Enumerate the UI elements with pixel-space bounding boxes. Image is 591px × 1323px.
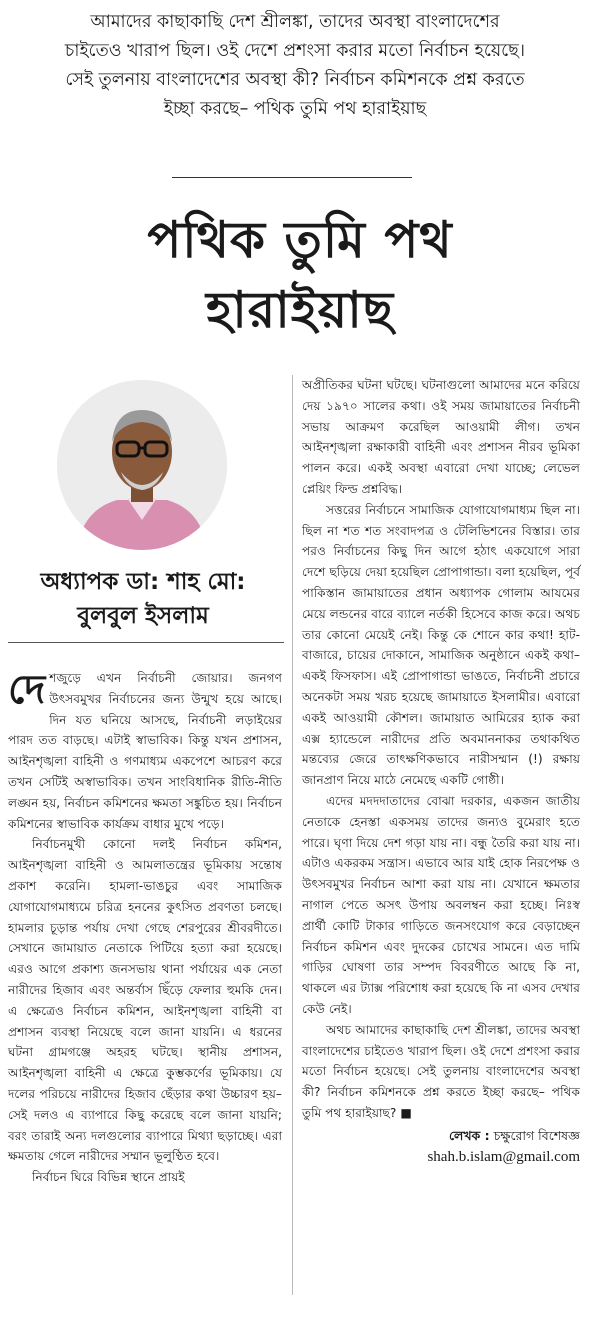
article-column-right (302, 375, 580, 1168)
drop-cap: দে (8, 667, 46, 713)
author-portrait-icon (57, 380, 227, 550)
byline-label: লেখক : (448, 1127, 490, 1143)
article-headline (30, 205, 570, 345)
paragraph-7: অথচ আমাদের কাছাকাছি দেশ শ্রীলঙ্কা, তাদের অবস্থা বাংলাদেশের চাইতেও খারাপ ছিল। ওই দেশে প্রশংসা করার মতো নির্বাচন হয়েছে। সেই তুলনায় বাংলাদেশের অবস্থা কী? নির্বাচন কমিশনকে প্রশ্ন করতে ইচ্ছা করছে– পথিক তুমি পথ হারাইয়াছ? ■ (302, 1022, 580, 1120)
intro-blurb: আমাদের কাছাকাছি দেশ শ্রীলঙ্কা, তাদের অবস্থা বাংলাদেশের চাইতেও খারাপ ছিল। ওই দেশে প্রশংসা করার মতো নির্বাচন হয়েছে। সেই তুলনায় বাংলাদেশের অবস্থা কী? নির্বাচন কমিশনকে প্রশ্ন করতে ইচ্ছা করছে– পথিক তুমি পথ হারাইয়াছ (64, 12, 526, 119)
paragraph-5: সত্তরের নির্বাচনে সামাজিক যোগাযোগমাধ্যম ছিল না। ছিল না শত শত সংবাদপত্র ও টেলিভিশনের বিস্তার। তার পরও নির্বাচনের কিছু দিন আগে হঠাৎ একযোগে সারা দেশে ছড়িয়ে দেয়া হয়েছিল প্রোপাগান্ডা। বলা হয়েছিল, পূর্ব পাকিস্তান জামায়াতের প্রধান অধ্যাপক গোলাম আযমের মেয়ে লন্ডনের বারে ব্যালে নর্তকী হিসেবে কাজ করে। অথচ তার কোনো মেয়েই নেই। কিন্তু কে শোনে কার কথা! হাট-বাজারে, চায়ের দোকানে, সামাজিক অনুষ্ঠানে একই কথা– একই ফিসফাস। এই প্রোপাগান্ডা ভাঙতে, নির্বাচনী প্রচারে অনেকটা সময় খরচ হয়েছে জামায়াতে ইসলামীর। এবারো একই আওয়ামী কৌশল। জামায়াত আমিরের হ্যাক করা এক্স হ্যান্ডেলে নারীদের প্রতি অবমাননাকর তথাকথিত মন্তব্যের জেরে তাৎক্ষণিকভাবে নারীসম্মান (!) রক্ষায় জানপ্রাণ নিয়ে মাঠে নেমেছে একটি গোষ্ঠী। (302, 502, 581, 788)
article-column-left (8, 668, 282, 1188)
author-divider (8, 642, 284, 643)
headline-line-1: পথিক তুমি পথ (147, 211, 453, 269)
headline-line-2: হারাইয়াছ (205, 281, 395, 339)
paragraph-4: অপ্রীতিকর ঘটনা ঘটছে। ঘটনাগুলো আমাদের মনে করিয়ে দেয় ১৯৭০ সালের কথা। ওই সময় জামায়াতের নির্বাচনী সভায় আক্রমণ করেছিল আওয়ামী লীগ। তখন আইনশৃঙ্খলা রক্ষাকারী বাহিনী এবং প্রশাসন নীরব ভূমিকা পালন করে। একই অবস্থা এবারো দেখা যাচ্ছে; লেভেল প্লেয়িং ফিল্ড প্রশ্নবিদ্ধ। (302, 378, 580, 496)
paragraph-1-text: শজুড়ে এখন নির্বাচনী জোয়ার। জনগণ উৎসবমুখর নির্বাচনের জন্য উন্মুখ হয়ে আছে। দিন যত ঘনিয়ে আসছে, নির্বাচনী লড়াইয়ের পারদ তত বাড়ছে। এটাই স্বাভাবিক। কিন্তু যখন প্রশাসন, আইনশৃঙ্খলা বাহিনী ও গণমাধ্যম একপেশে আচরণ করে তখন সেটিই অস্বাভাবিক। তখন সাংবিধানিক রীতি-নীতি লঙ্ঘন হয়, নির্বাচন কমিশনের ক্ষমতা সঙ্কুচিত হয়। নির্বাচন কমিশনের স্বাভাবিক কার্যক্রম বাধার মুখে পড়ে। (8, 671, 282, 831)
blurb-divider (172, 177, 412, 178)
author-name: অধ্যাপক ডা: শাহ মো: বুলবুল ইসলাম (40, 569, 246, 629)
paragraph-1 (8, 668, 282, 834)
paragraph-2: নির্বাচনমুখী কোনো দলই নির্বাচন কমিশন, আইনশৃঙ্খলা বাহিনী ও আমলাতন্ত্রের ভূমিকায় সন্তোষ প্রকাশ করেনি। হামলা-ভাঙচুর এবং সামাজিক যোগাযোগমাধ্যমে চরিত্র হননের কুৎসিত প্রবণতা চলছে। হামলার চূড়ান্ত পর্যায় দেখা গেছে শেরপুরের শ্রীবরদীতে। সেখানে জামায়াত নেতাকে পিটিয়ে হত্যা করা হয়েছে। এরও আগে প্রকাশ্য জনসভায় থানা পর্যায়ের এক নেতা নারীদের হিজাব এবং অন্তর্বাস ছিঁড়ে ফেলার হুমকি দেন। এ ক্ষেত্রেও নির্বাচন কমিশন, আইনশৃঙ্খলা বাহিনী বা প্রশাসন ব্যবস্থা নিয়েছে বলে জানা যায়নি। এ ধরনের ঘটনা গ্রামগঞ্জে অহরহ ঘটছে। স্থানীয় প্রশাসন, আইনশৃঙ্খলা বাহিনী এ ক্ষেত্রে কুম্ভকর্ণের ভূমিকায়। যে দলের পরিচয়ে নারীদের হিজাব ছেঁড়ার কথা উচ্চারণ হয়– সেই দলও এ ব্যাপারে কিছু করেছে বলে জানা যায়নি; বরং তারাই অন্য দলগুলোর ব্যাপারে মিথ্যা ছড়াচ্ছে। এরা ক্ষমতায় গেলে নারীদের সম্মান ভূলুণ্ঠিত হবে। (8, 837, 282, 1164)
byline-role: চক্ষুরোগ বিশেষজ্ঞ (493, 1127, 580, 1143)
author-photo (57, 380, 227, 550)
paragraph-6: এদের মদদদাতাদের বোঝা দরকার, একজন জাতীয় নেতাকে হেনস্তা একসময় তাদের জন্যও বুমেরাং হতে পারে। ঘৃণা দিয়ে দেশ গড়া যায় না। বন্ধু তৈরি করা যায় না। এটাও একরকম সন্ত্রাস। এভাবে আর যাই হোক নিরপেক্ষ ও উৎসবমুখর নির্বাচন আশা করা যায় না। যেখানে ক্ষমতার নাগাল পেতে অসৎ উপায় অবলম্বন করা হচ্ছে। নিঃস্ব প্রার্থী কোটি টাকার গাড়িতে জনসংযোগ করে বেড়াচ্ছেন নির্বাচন কমিশন এবং দুদকের চোখের সামনে। এত দামি গাড়ির ঘোষণা তার সম্পদ বিবরণীতে আছে কি না, থাকলে এর ট্যাক্স পরিশোধ করা হয়েছে কি না এসব দেখার কেউ নেই। (302, 793, 580, 1016)
column-divider (292, 375, 293, 1295)
byline (302, 1126, 580, 1146)
paragraph-3: নির্বাচন ঘিরে বিভিন্ন স্থানে প্রায়ই (32, 1170, 185, 1185)
author-email[interactable]: shah.b.islam@gmail.com (427, 1148, 580, 1165)
